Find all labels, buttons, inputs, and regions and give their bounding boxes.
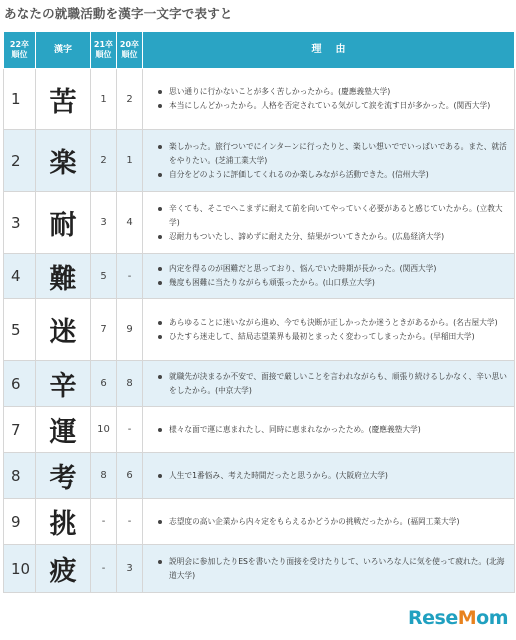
table-body <box>4 69 515 593</box>
reason-item: 説明会に参加したりESを書いたり面接を受けたりして、いろいろな人に気を使って疲れた。(北海道大学) <box>157 555 508 583</box>
rank-cell: 8 <box>4 453 36 499</box>
kanji-cell: 辛 <box>36 361 91 407</box>
header-rank-21: 21卒 順位 <box>91 32 117 69</box>
reason-item: 思い通りに行かないことが多く苦しかったから。(慶應義塾大学) <box>157 85 508 99</box>
reason-list <box>157 469 508 483</box>
reason-item: 楽しかった。旅行ついでにインターンに行ったりと、楽しい想いででいっぱいである。また、就活をやりたい。(芝浦工業大学) <box>157 140 508 168</box>
kanji-cell: 楽 <box>36 130 91 192</box>
reason-list <box>157 555 508 583</box>
reason-list <box>157 423 508 437</box>
reason-item: 辛くても、そこでへこまずに耐えて前を向いてやっていく必要があると感じていたから。(立教大学) <box>157 202 508 230</box>
rank-20-cell: - <box>117 407 143 453</box>
rank-20-cell: 3 <box>117 545 143 593</box>
kanji-cell: 考 <box>36 453 91 499</box>
logo-text-tail: om <box>476 607 508 629</box>
rank-cell: 10 <box>4 545 36 593</box>
rank-20-cell: 1 <box>117 130 143 192</box>
rank-21-cell: 8 <box>91 453 117 499</box>
table-row <box>4 361 515 407</box>
reason-list <box>157 140 508 182</box>
rank-21-cell: 5 <box>91 254 117 299</box>
reason-list <box>157 262 508 290</box>
header-row <box>4 32 515 69</box>
ranking-table <box>3 31 515 593</box>
header-rank-22: 22卒 順位 <box>4 32 36 69</box>
table-row <box>4 130 515 192</box>
rank-20-cell: 4 <box>117 192 143 254</box>
reason-item: ひたすら迷走して、結局志望業界も最初とまったく変わってしまったから。(早稲田大学) <box>157 330 508 344</box>
table-row <box>4 254 515 299</box>
rank-21-cell: 2 <box>91 130 117 192</box>
kanji-cell: 疲 <box>36 545 91 593</box>
rank-21-cell: 1 <box>91 69 117 130</box>
rank-20-cell: - <box>117 254 143 299</box>
reason-item: 人生で1番悩み、考えた時間だったと思うから。(大阪府立大学) <box>157 469 508 483</box>
kanji-cell: 難 <box>36 254 91 299</box>
reason-cell <box>143 254 515 299</box>
rank-20-cell: 6 <box>117 453 143 499</box>
rank-cell: 6 <box>4 361 36 407</box>
table-row <box>4 453 515 499</box>
kanji-cell: 迷 <box>36 299 91 361</box>
page-title: あなたの就職活動を漢字一文字で表すと <box>4 6 233 21</box>
kanji-cell: 運 <box>36 407 91 453</box>
logo-text-accent: M <box>457 607 477 629</box>
reason-cell <box>143 192 515 254</box>
header-reason: 理由 <box>143 32 515 69</box>
resemom-logo <box>408 607 508 629</box>
reason-item: 就職先が決まるか不安で、面接で厳しいことを言われながらも、頑張り続けるしかなく、辛い思いをしたから。(中京大学) <box>157 370 508 398</box>
rank-21-cell: 6 <box>91 361 117 407</box>
rank-cell: 3 <box>4 192 36 254</box>
reason-cell <box>143 499 515 545</box>
reason-list <box>157 202 508 244</box>
kanji-cell: 耐 <box>36 192 91 254</box>
reason-item: 幾度も困難に当たりながらも頑張ったから。(山口県立大学) <box>157 276 508 290</box>
table-row <box>4 69 515 130</box>
rank-cell: 4 <box>4 254 36 299</box>
rank-cell: 9 <box>4 499 36 545</box>
reason-list <box>157 370 508 398</box>
table-header <box>4 32 515 69</box>
rank-21-cell: - <box>91 499 117 545</box>
rank-21-cell: 10 <box>91 407 117 453</box>
reason-cell <box>143 361 515 407</box>
rank-cell: 7 <box>4 407 36 453</box>
table-row <box>4 407 515 453</box>
reason-list <box>157 85 508 113</box>
rank-21-cell: - <box>91 545 117 593</box>
table-row <box>4 545 515 593</box>
table-row <box>4 299 515 361</box>
rank-20-cell: 2 <box>117 69 143 130</box>
table-row <box>4 192 515 254</box>
reason-item: 自分をどのように評価してくれるのか楽しみながら活動できた。(信州大学) <box>157 168 508 182</box>
rank-20-cell: 8 <box>117 361 143 407</box>
rank-21-cell: 3 <box>91 192 117 254</box>
reason-cell <box>143 407 515 453</box>
reason-item: 忍耐力もついたし、諦めずに耐えた分、結果がついてきたから。(広島経済大学) <box>157 230 508 244</box>
reason-item: 志望度の高い企業から内々定をもらえるかどうかの挑戦だったから。(福岡工業大学) <box>157 515 508 529</box>
reason-cell <box>143 299 515 361</box>
reason-item: 本当にしんどかったから。人格を否定されている気がして涙を流す日が多かった。(関西大学) <box>157 99 508 113</box>
reason-item: 内定を得るのが困難だと思っており、悩んでいた時期が長かった。(関西大学) <box>157 262 508 276</box>
reason-cell <box>143 69 515 130</box>
logo-text-main: Rese <box>408 607 458 629</box>
kanji-cell: 苦 <box>36 69 91 130</box>
reason-list <box>157 316 508 344</box>
reason-list <box>157 515 508 529</box>
header-rank-20: 20卒 順位 <box>117 32 143 69</box>
reason-item: あらゆることに迷いながら進め、今でも決断が正しかったか迷うときがあるから。(名古屋大学) <box>157 316 508 330</box>
rank-cell: 5 <box>4 299 36 361</box>
table-row <box>4 499 515 545</box>
reason-item: 様々な面で運に恵まれたし、同時に恵まれなかったため。(慶應義塾大学) <box>157 423 508 437</box>
reason-cell <box>143 545 515 593</box>
rank-20-cell: - <box>117 499 143 545</box>
rank-20-cell: 9 <box>117 299 143 361</box>
rank-21-cell: 7 <box>91 299 117 361</box>
reason-cell <box>143 130 515 192</box>
reason-cell <box>143 453 515 499</box>
rank-cell: 2 <box>4 130 36 192</box>
rank-cell: 1 <box>4 69 36 130</box>
header-kanji: 漢字 <box>36 32 91 69</box>
kanji-cell: 挑 <box>36 499 91 545</box>
